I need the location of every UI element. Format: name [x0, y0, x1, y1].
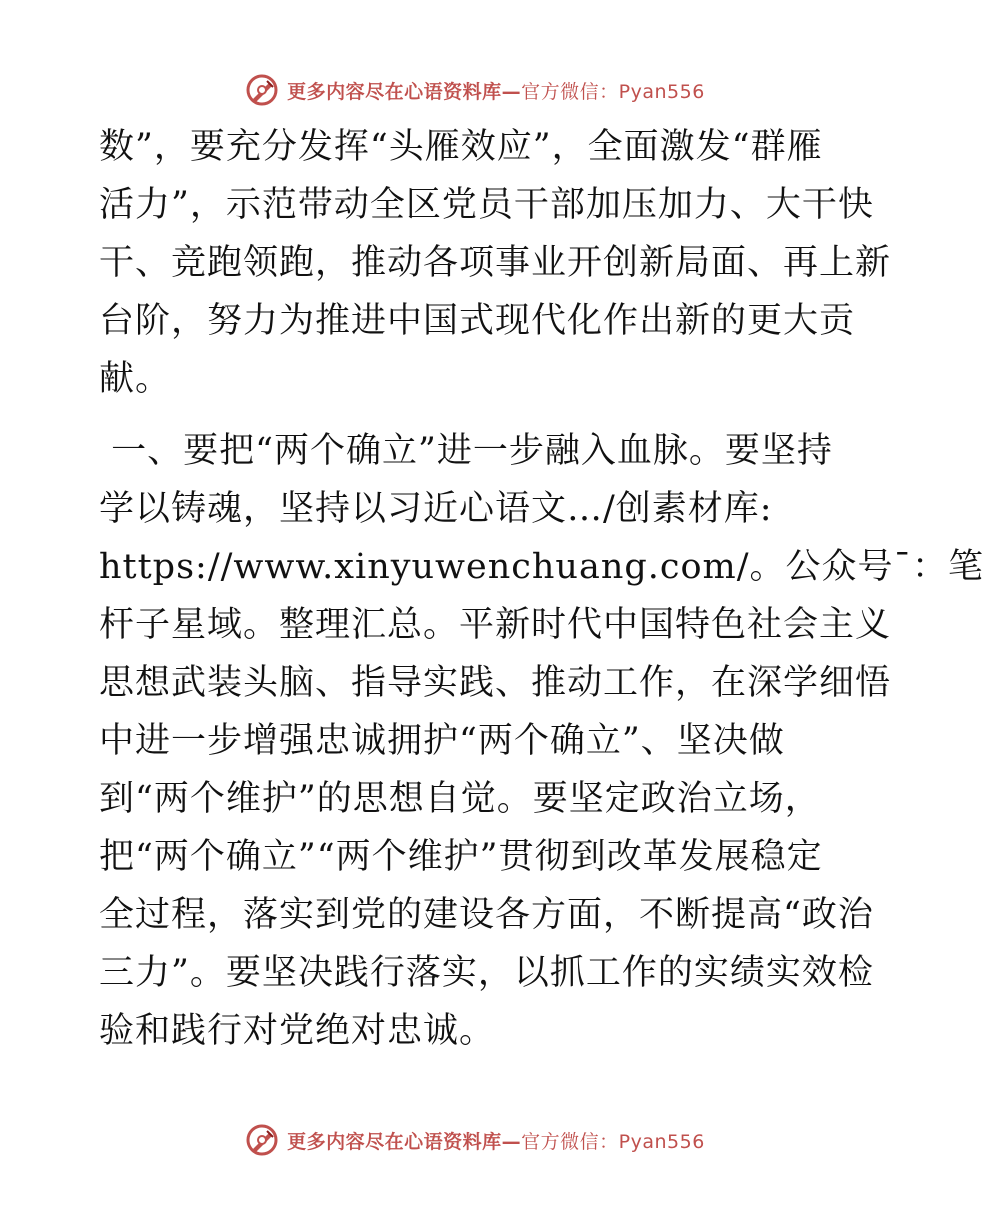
text-line: 验和践行对党绝对忠诚。	[99, 1011, 496, 1051]
text-line: 学以铸魂，坚持以习近心语文…/创素材库:	[99, 489, 773, 529]
quill-pen-logo-icon	[245, 1123, 279, 1157]
header-banner-wechat: 官方微信：Pyan556	[521, 80, 705, 103]
text-line: 把“两个确立”“两个维护”贯彻到改革发展稳定	[99, 837, 823, 877]
text-line: 数”，要充分发挥“头雁效应”，全面激发“群雁	[99, 127, 823, 167]
text-line: 思想武装头脑、指导实践、推动工作，在深学细悟	[99, 663, 892, 703]
text-line: 干、竞跑领跑，推动各项事业开创新局面、再上新	[99, 243, 892, 283]
footer-banner	[0, 1120, 950, 1160]
text-line: 杆子星域。整理汇总。平新时代中国特色社会主义	[99, 605, 892, 645]
footer-banner-site: 更多内容尽在心语资料库—	[287, 1130, 522, 1153]
text-line: 活力”，示范带动全区党员干部加压加力、大干快	[99, 185, 874, 225]
header-banner-text	[287, 77, 705, 104]
header-banner	[0, 70, 950, 110]
paragraph-1	[99, 118, 892, 408]
text-line: 台阶，努力为推进中国式现代化作出新的更大贡	[99, 301, 856, 341]
header-banner-site: 更多内容尽在心语资料库—	[287, 80, 522, 103]
text-line: https://www.xinyuwenchuang.com/。公众号¯：笔	[99, 547, 984, 587]
text-line: 三力”。要坚决践行落实，以抓工作的实绩实效检	[99, 953, 874, 993]
text-line: 一、要把“两个确立”进一步融入血脉。要坚持	[99, 431, 833, 471]
text-line: 全过程，落实到党的建设各方面，不断提高“政治	[99, 895, 874, 935]
quill-pen-logo-icon	[245, 73, 279, 107]
text-line: 到“两个维护”的思想自觉。要坚定政治立场，	[99, 779, 821, 819]
document-body	[99, 118, 984, 1060]
footer-banner-text	[287, 1127, 705, 1154]
paragraph-2	[99, 422, 984, 1060]
text-line: 中进一步增强忠诚拥护“两个确立”、坚决做	[99, 721, 785, 761]
footer-banner-wechat: 官方微信：Pyan556	[521, 1130, 705, 1153]
text-line: 献。	[99, 359, 172, 399]
